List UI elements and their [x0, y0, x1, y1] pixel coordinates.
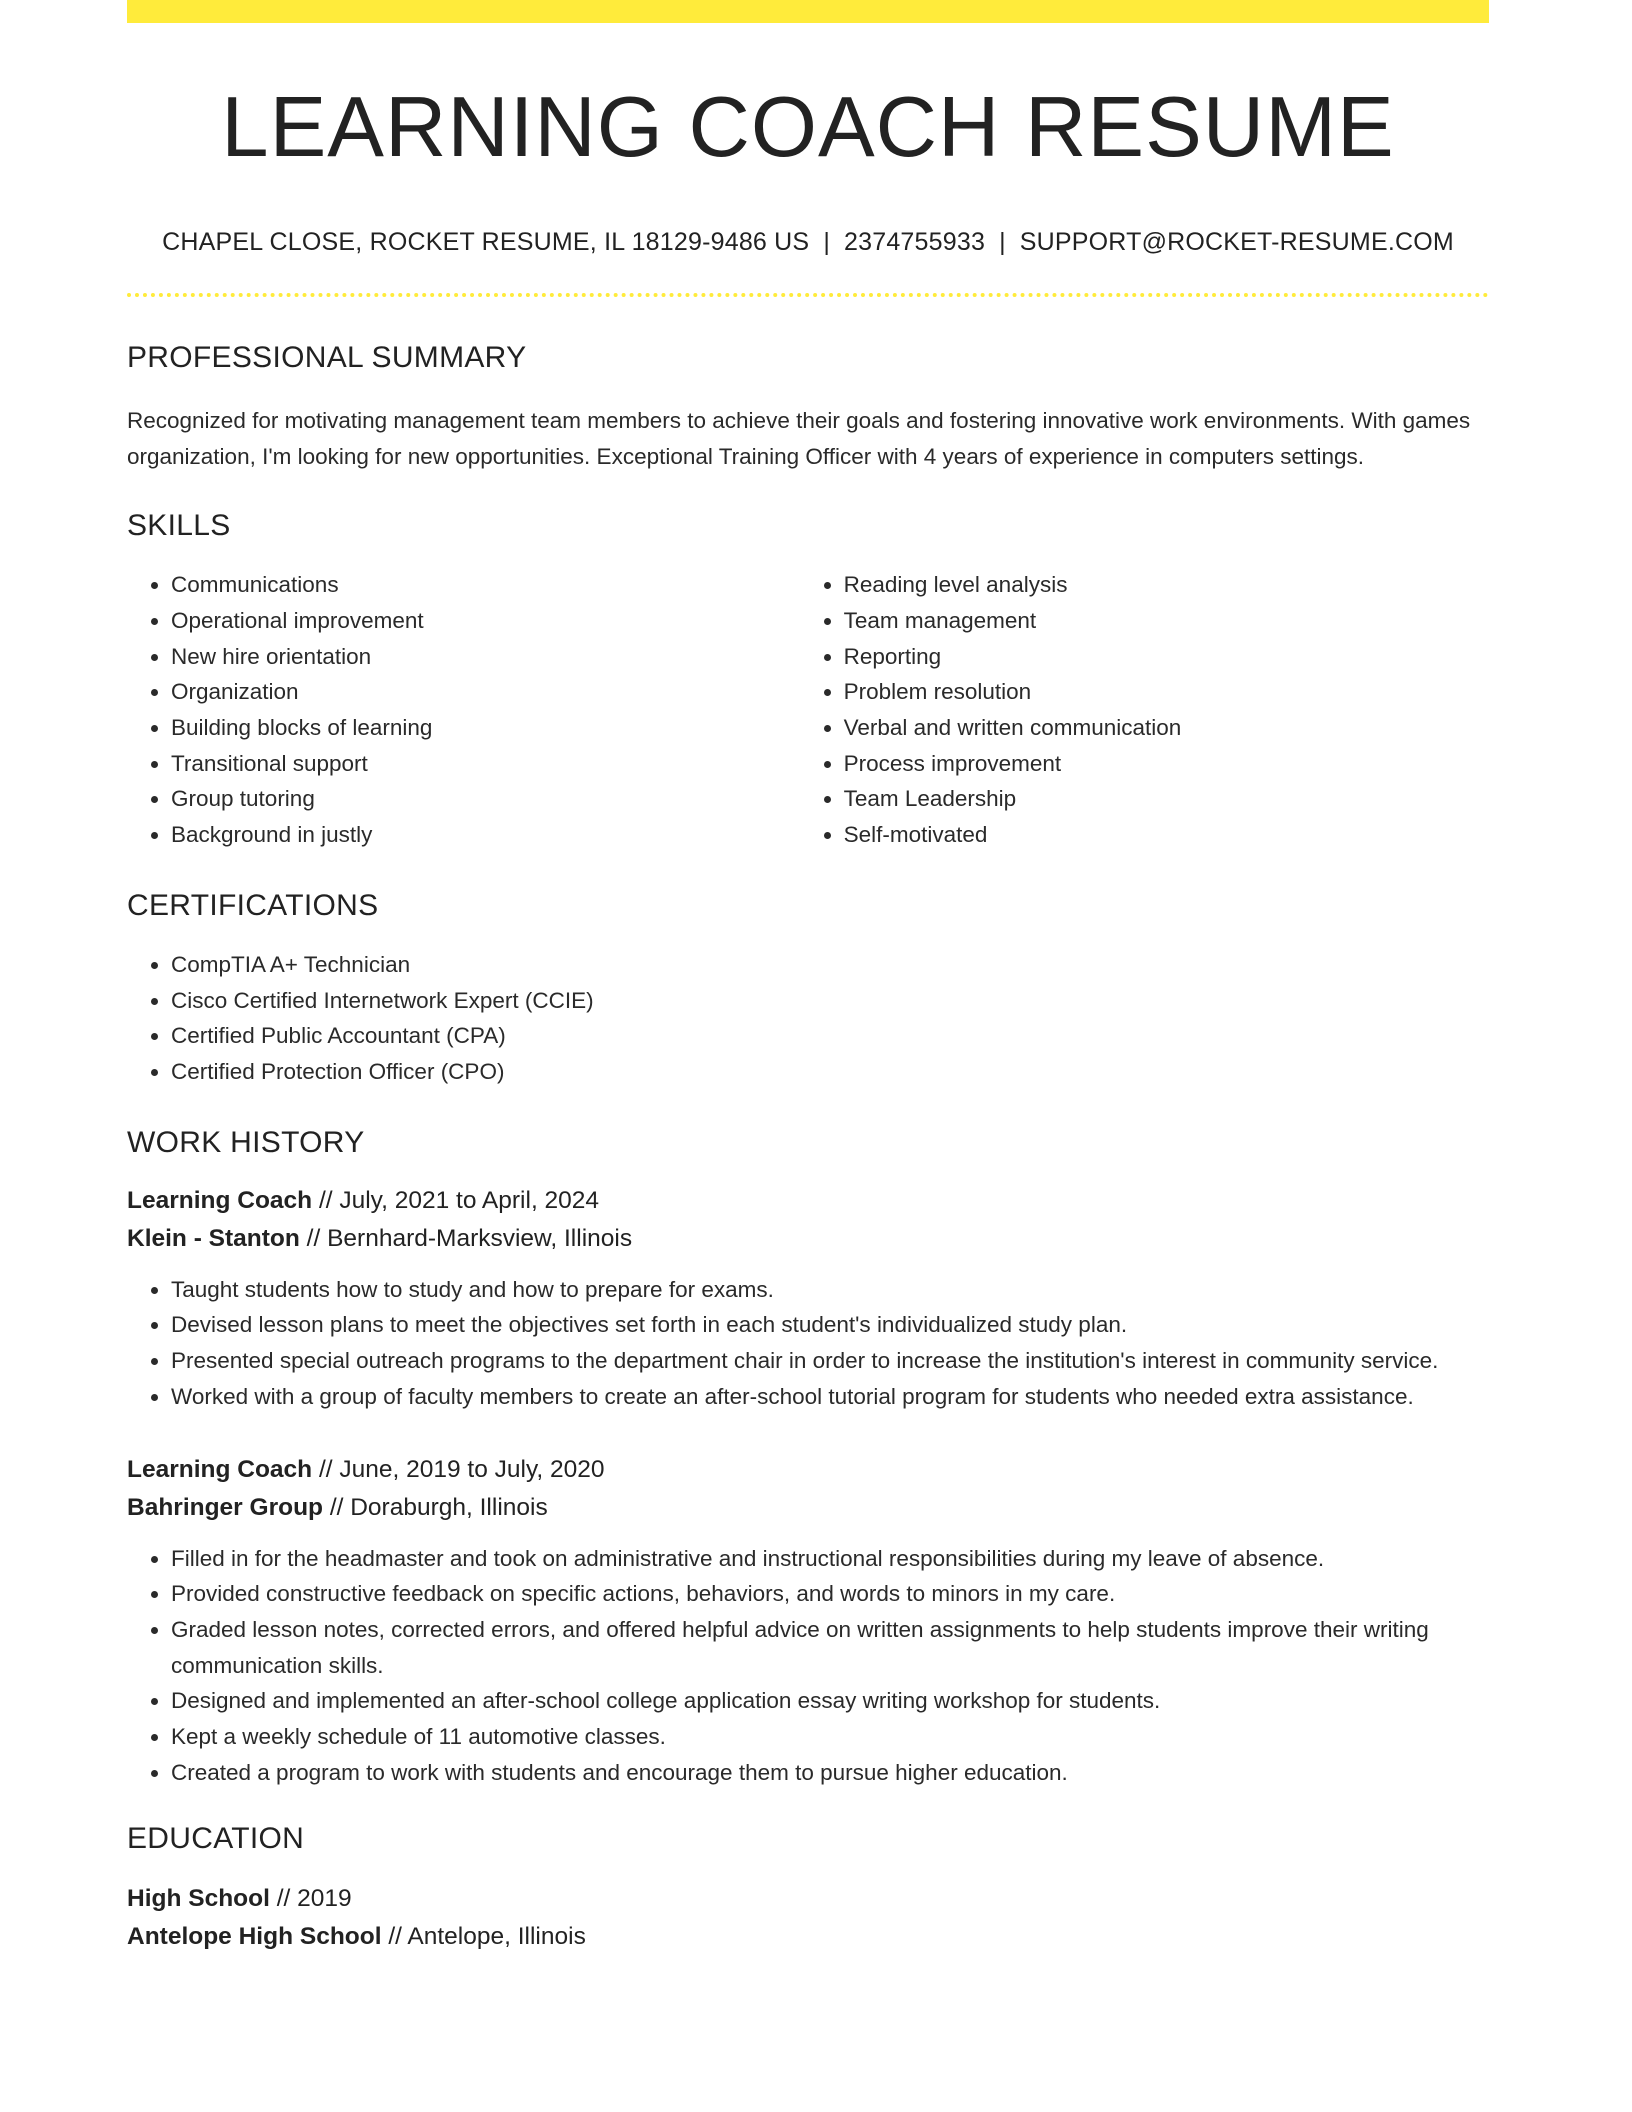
certifications-heading: CERTIFICATIONS	[127, 888, 379, 922]
skill-item: • Organization	[171, 674, 800, 710]
job-entry	[127, 1182, 1489, 1415]
skill-item: • Transitional support	[171, 746, 800, 782]
job-bullet: • Presented special outreach programs to the department chair in order to increase the institution's interest in community service.	[171, 1343, 1489, 1379]
skill-item: • Verbal and written communication	[844, 710, 1489, 746]
job-role: Learning Coach	[127, 1186, 313, 1214]
skill-item: • Team Leadership	[844, 781, 1489, 817]
job-location: // Doraburgh, Illinois	[323, 1493, 548, 1521]
skill-item: • Operational improvement	[171, 603, 800, 639]
skill-item: • Background in justly	[171, 817, 800, 853]
skill-item: • Reading level analysis	[844, 567, 1489, 603]
certification-item: • Certified Public Accountant (CPA)	[171, 1018, 1489, 1054]
job-role: Learning Coach	[127, 1455, 313, 1483]
job-bullet: • Worked with a group of faculty members to create an after-school tutorial program for students who needed extra assistance.	[171, 1379, 1489, 1415]
job-entry	[127, 1451, 1489, 1791]
job-dates: // June, 2019 to July, 2020	[312, 1455, 605, 1483]
job-bullets	[127, 1272, 1489, 1415]
skill-item: • Team management	[844, 603, 1489, 639]
top-accent-bar	[127, 0, 1489, 23]
contact-line	[127, 228, 1489, 257]
work-history-heading: WORK HISTORY	[127, 1125, 365, 1159]
education-year: // 2019	[269, 1885, 352, 1913]
skills-list-right	[800, 567, 1489, 853]
job-bullet: • Created a program to work with students and encourage them to pursue higher education.	[171, 1755, 1489, 1791]
contact-separator: |	[999, 228, 1006, 257]
skills-heading: SKILLS	[127, 509, 231, 543]
skill-item: • Self-motivated	[844, 817, 1489, 853]
skill-item: • New hire orientation	[171, 639, 800, 675]
certifications-list	[127, 947, 1489, 1090]
education-school: Antelope High School	[127, 1923, 382, 1951]
job-bullets	[127, 1541, 1489, 1791]
job-bullet: • Kept a weekly schedule of 11 automotive classes.	[171, 1719, 1489, 1755]
summary-heading: PROFESSIONAL SUMMARY	[127, 341, 527, 375]
skill-item: • Communications	[171, 567, 800, 603]
resume-page	[127, 0, 1489, 1956]
certification-item: • CompTIA A+ Technician	[171, 947, 1489, 983]
skill-item: • Building blocks of learning	[171, 710, 800, 746]
job-bullet: • Graded lesson notes, corrected errors, and offered helpful advice on written assignments to help students improve their writing communication skills.	[171, 1612, 1489, 1683]
education-school-line	[127, 1918, 1489, 1956]
job-title-line	[127, 1182, 1489, 1220]
education-heading: EDUCATION	[127, 1822, 305, 1856]
job-bullet: • Provided constructive feedback on specific actions, behaviors, and words to minors in my care.	[171, 1576, 1489, 1612]
job-title-line	[127, 1451, 1489, 1489]
education-degree-line	[127, 1880, 1489, 1918]
skills-list-left	[127, 567, 800, 853]
job-bullet: • Filled in for the headmaster and took on administrative and instructional responsibilities during my leave of absence.	[171, 1541, 1489, 1577]
job-company: Bahringer Group	[127, 1493, 324, 1521]
summary-text: Recognized for motivating management team members to achieve their goals and fostering innovative work environments. With games organization, I'm looking for new opportunities. Exceptional Training Officer with 4 years of experience in computers settings.	[127, 408, 1471, 470]
certification-item: • Cisco Certified Internetwork Expert (CCIE)	[171, 983, 1489, 1019]
job-location: // Bernhard-Marksview, Illinois	[299, 1224, 633, 1252]
skill-item: • Process improvement	[844, 746, 1489, 782]
contact-email: SUPPORT@ROCKET-RESUME.COM	[1019, 228, 1454, 257]
job-company-line	[127, 1489, 1489, 1527]
job-company: Klein - Stanton	[127, 1224, 300, 1252]
education-degree: High School	[127, 1885, 270, 1913]
contact-address: CHAPEL CLOSE, ROCKET RESUME, IL 18129-9486 US	[162, 228, 810, 257]
job-bullet: • Taught students how to study and how to prepare for exams.	[171, 1272, 1489, 1308]
header-divider	[127, 293, 1489, 297]
skill-item: • Problem resolution	[844, 674, 1489, 710]
job-bullet: • Devised lesson plans to meet the objectives set forth in each student's individualized study plan.	[171, 1307, 1489, 1343]
education-location: // Antelope, Illinois	[381, 1923, 586, 1951]
job-company-line	[127, 1220, 1489, 1258]
certification-item: • Certified Protection Officer (CPO)	[171, 1054, 1489, 1090]
skill-item: • Reporting	[844, 639, 1489, 675]
contact-separator: |	[823, 228, 831, 257]
job-dates: // July, 2021 to April, 2024	[312, 1186, 600, 1214]
job-bullet: • Designed and implemented an after-school college application essay writing workshop for students.	[171, 1683, 1489, 1719]
page-title: LEARNING COACH RESUME	[221, 80, 1395, 175]
contact-phone: 2374755933	[844, 228, 986, 257]
skills-grid	[127, 567, 1489, 853]
skill-item: • Group tutoring	[171, 781, 800, 817]
